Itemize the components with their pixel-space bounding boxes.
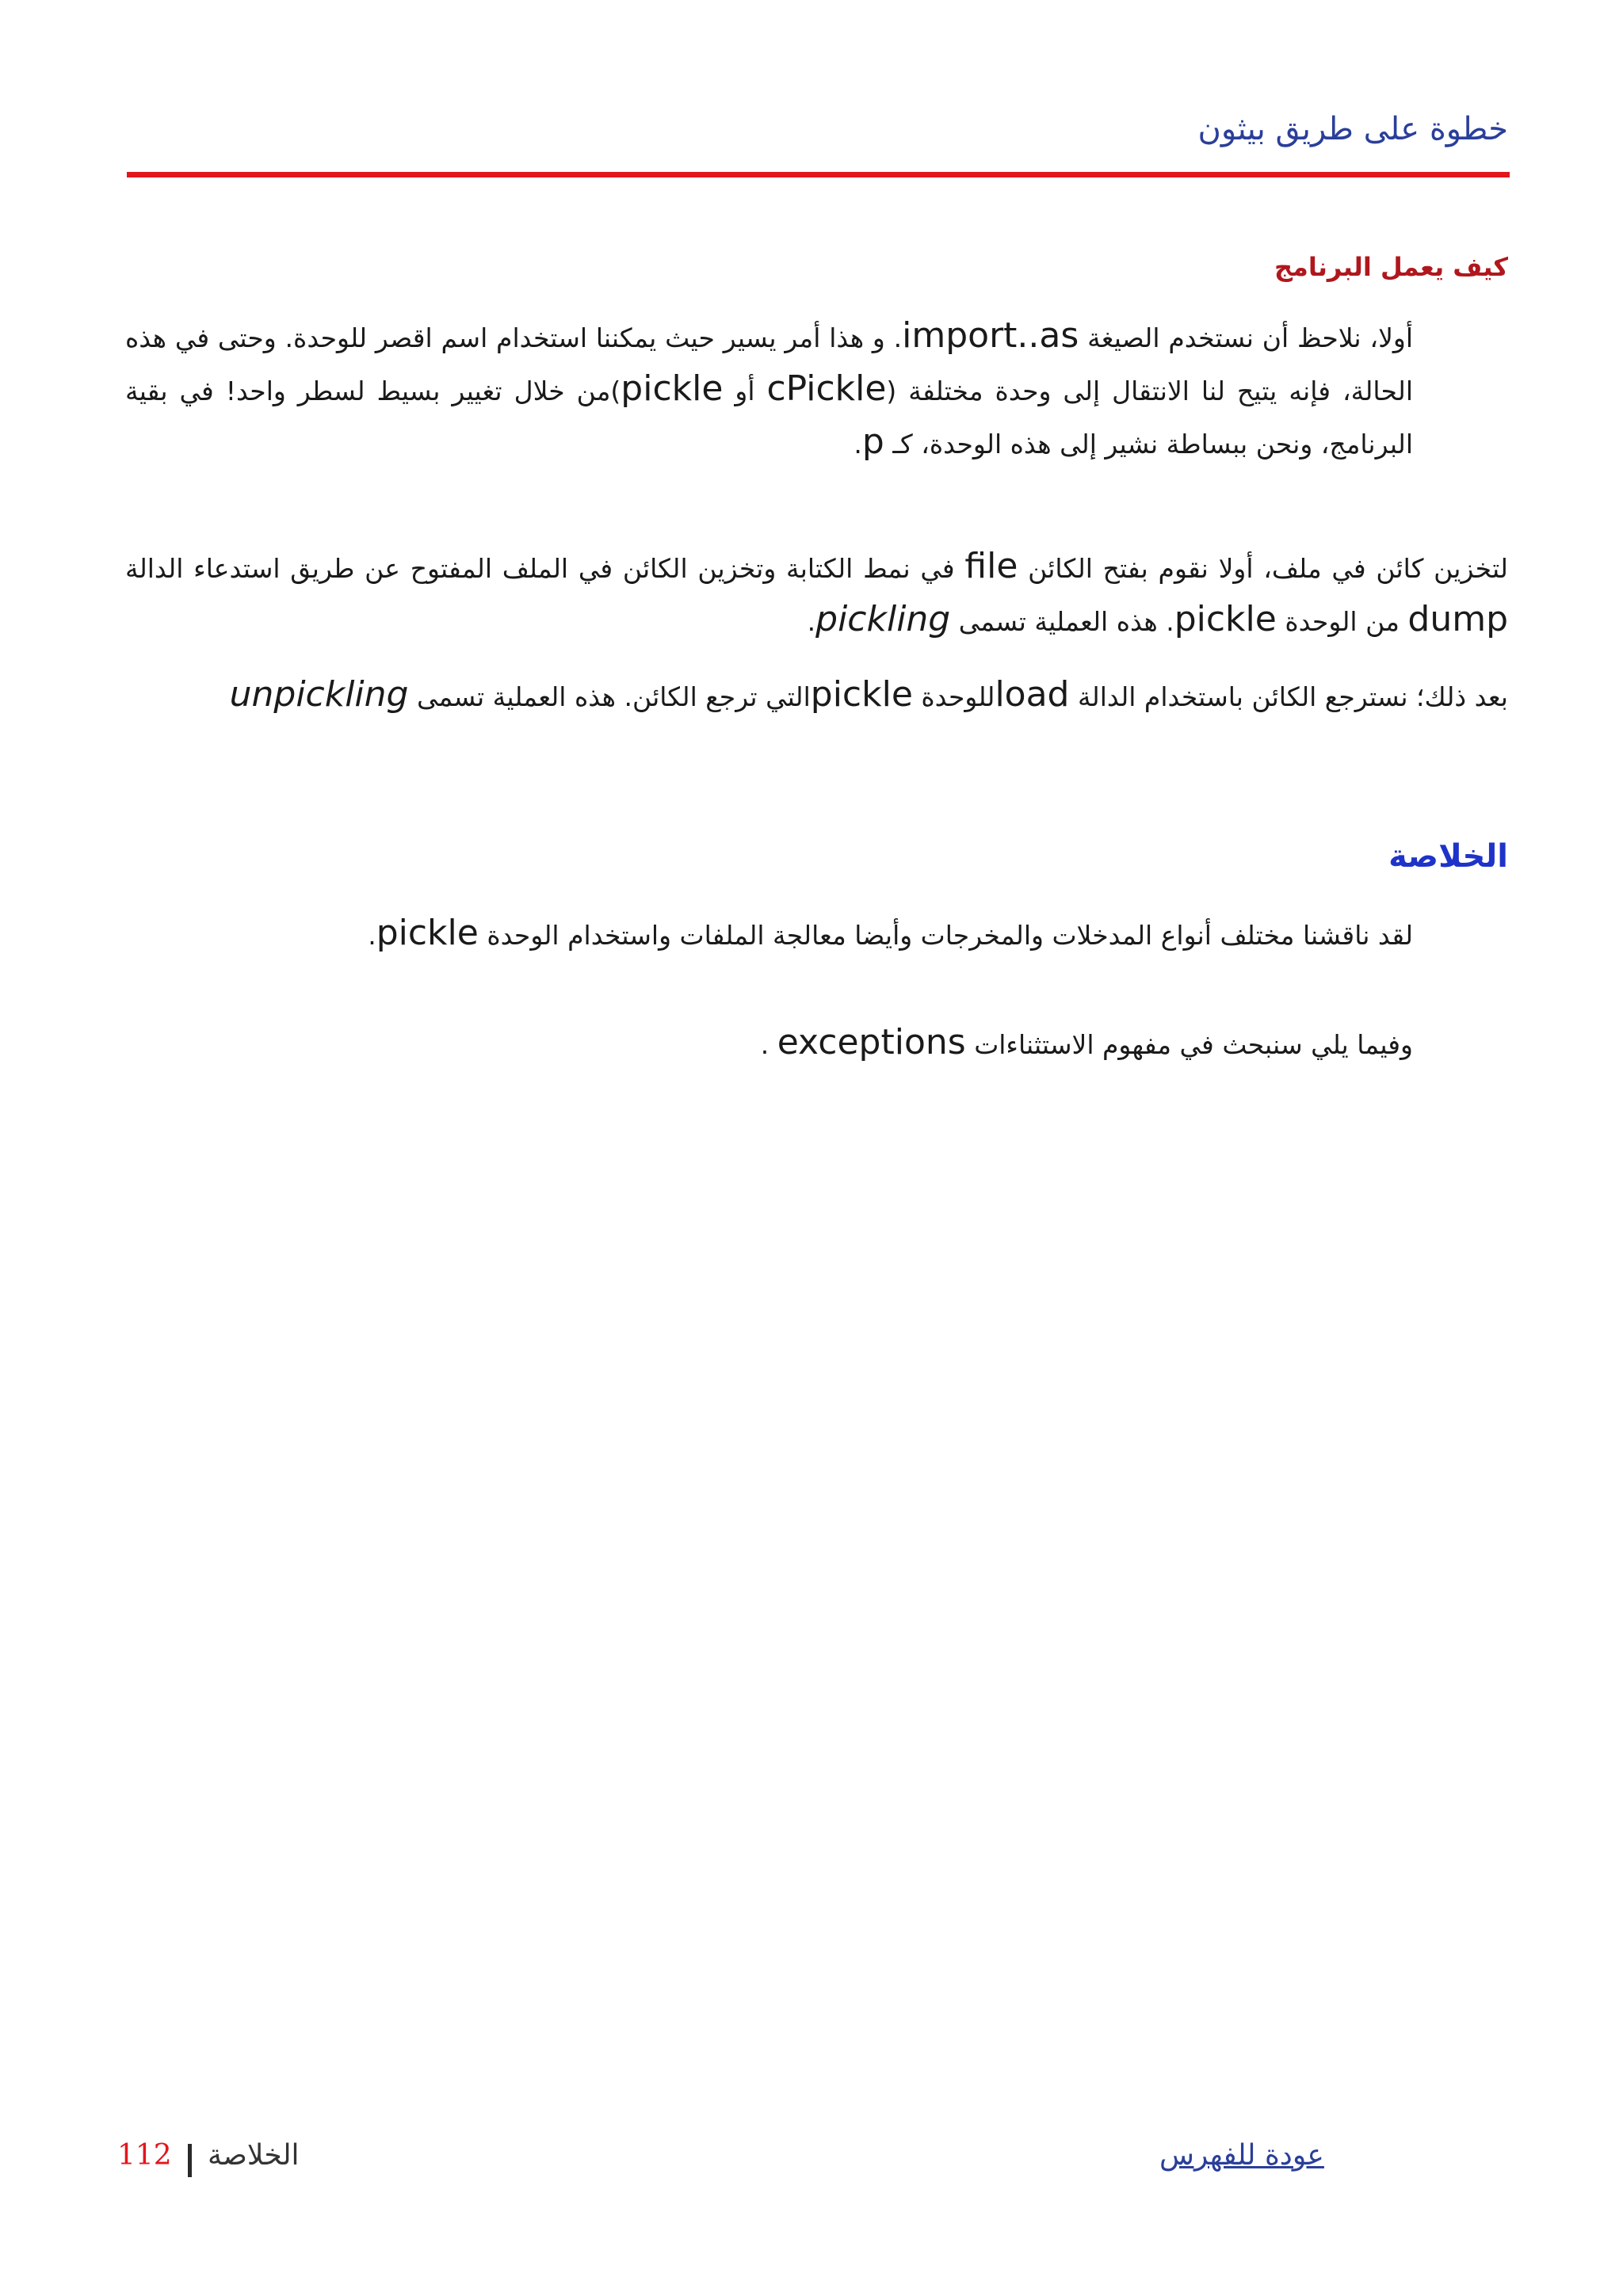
text-run: التي ترجع الكائن. هذه العملية تسمى: [408, 681, 811, 712]
code-term-p: p: [861, 421, 884, 462]
paragraph-import-as: [125, 311, 1413, 470]
code-term-file: file: [964, 546, 1018, 586]
paragraph-summary: [125, 908, 1413, 961]
header-divider: [127, 172, 1510, 177]
text-run: بعد ذلك؛ نسترجع الكائن باستخدام الدالة: [1069, 681, 1508, 712]
paragraph-pickling: [125, 541, 1508, 647]
text-run: .: [368, 920, 376, 951]
text-run: . و هذا أمر يسير حيث يمكننا استخدام اسم اقصر للوحدة. وحتى في هذه الحالة، فإنه يتيح لنا الانتقال إلى وحدة مختلفة (: [125, 322, 1413, 406]
text-run: لتخزين كائن في ملف، أولا نقوم بفتح الكائن: [1018, 553, 1508, 584]
code-term-load: load: [995, 674, 1070, 715]
back-to-index-link[interactable]: عودة للفهرس: [1159, 2139, 1324, 2172]
text-run: . هذه العملية تسمى: [950, 606, 1174, 637]
section-heading-how-program-works: كيف يعمل البرنامج: [1274, 252, 1508, 282]
text-run: .: [760, 1029, 777, 1060]
running-header-title: خطوة على طريق بيثون: [1197, 111, 1508, 147]
code-term-pickle: pickle: [1174, 599, 1277, 639]
footer-separator: [188, 2144, 192, 2177]
code-term-cpickle: cPickle: [766, 368, 887, 409]
code-term-dump: dump: [1407, 599, 1508, 639]
paragraph-next-topic: [125, 1017, 1413, 1070]
page-number: 112: [117, 2139, 172, 2172]
term-pickling: pickling: [815, 599, 951, 639]
footer-section-name: الخلاصة: [208, 2139, 300, 2172]
text-run: .: [807, 606, 816, 637]
text-run: أو: [723, 376, 767, 406]
code-term-exceptions: exceptions: [777, 1022, 966, 1062]
text-run: لقد ناقشنا مختلف أنواع المدخلات والمخرجات وأيضا معالجة الملفات واستخدام الوحدة: [478, 920, 1413, 951]
text-run: للوحدة: [912, 681, 995, 712]
text-run: وفيما يلي سنبحث في مفهوم الاستثناءات: [965, 1029, 1413, 1060]
paragraph-unpickling: [125, 669, 1508, 723]
section-heading-summary: الخلاصة: [1388, 838, 1508, 875]
text-run: في نمط الكتابة وتخزين الكائن في الملف المفتوح عن طريق استدعاء الدالة: [125, 553, 965, 584]
text-run: من الوحدة: [1276, 606, 1408, 637]
text-run: .: [854, 429, 862, 460]
code-term-pickle: pickle: [376, 913, 479, 953]
term-unpickling: unpickling: [229, 674, 409, 715]
code-term-import-as: import..as: [902, 315, 1079, 356]
text-run: أولا، نلاحظ أن نستخدم الصيغة: [1079, 322, 1413, 353]
code-term-pickle: pickle: [810, 674, 913, 715]
code-term-pickle: pickle: [621, 368, 724, 409]
text-run: )من خلال تغيير بسيط لسطر واحد! في بقية البرنامج، ونحن ببساطة نشير إلى هذه الوحدة، كـ: [125, 376, 1413, 460]
